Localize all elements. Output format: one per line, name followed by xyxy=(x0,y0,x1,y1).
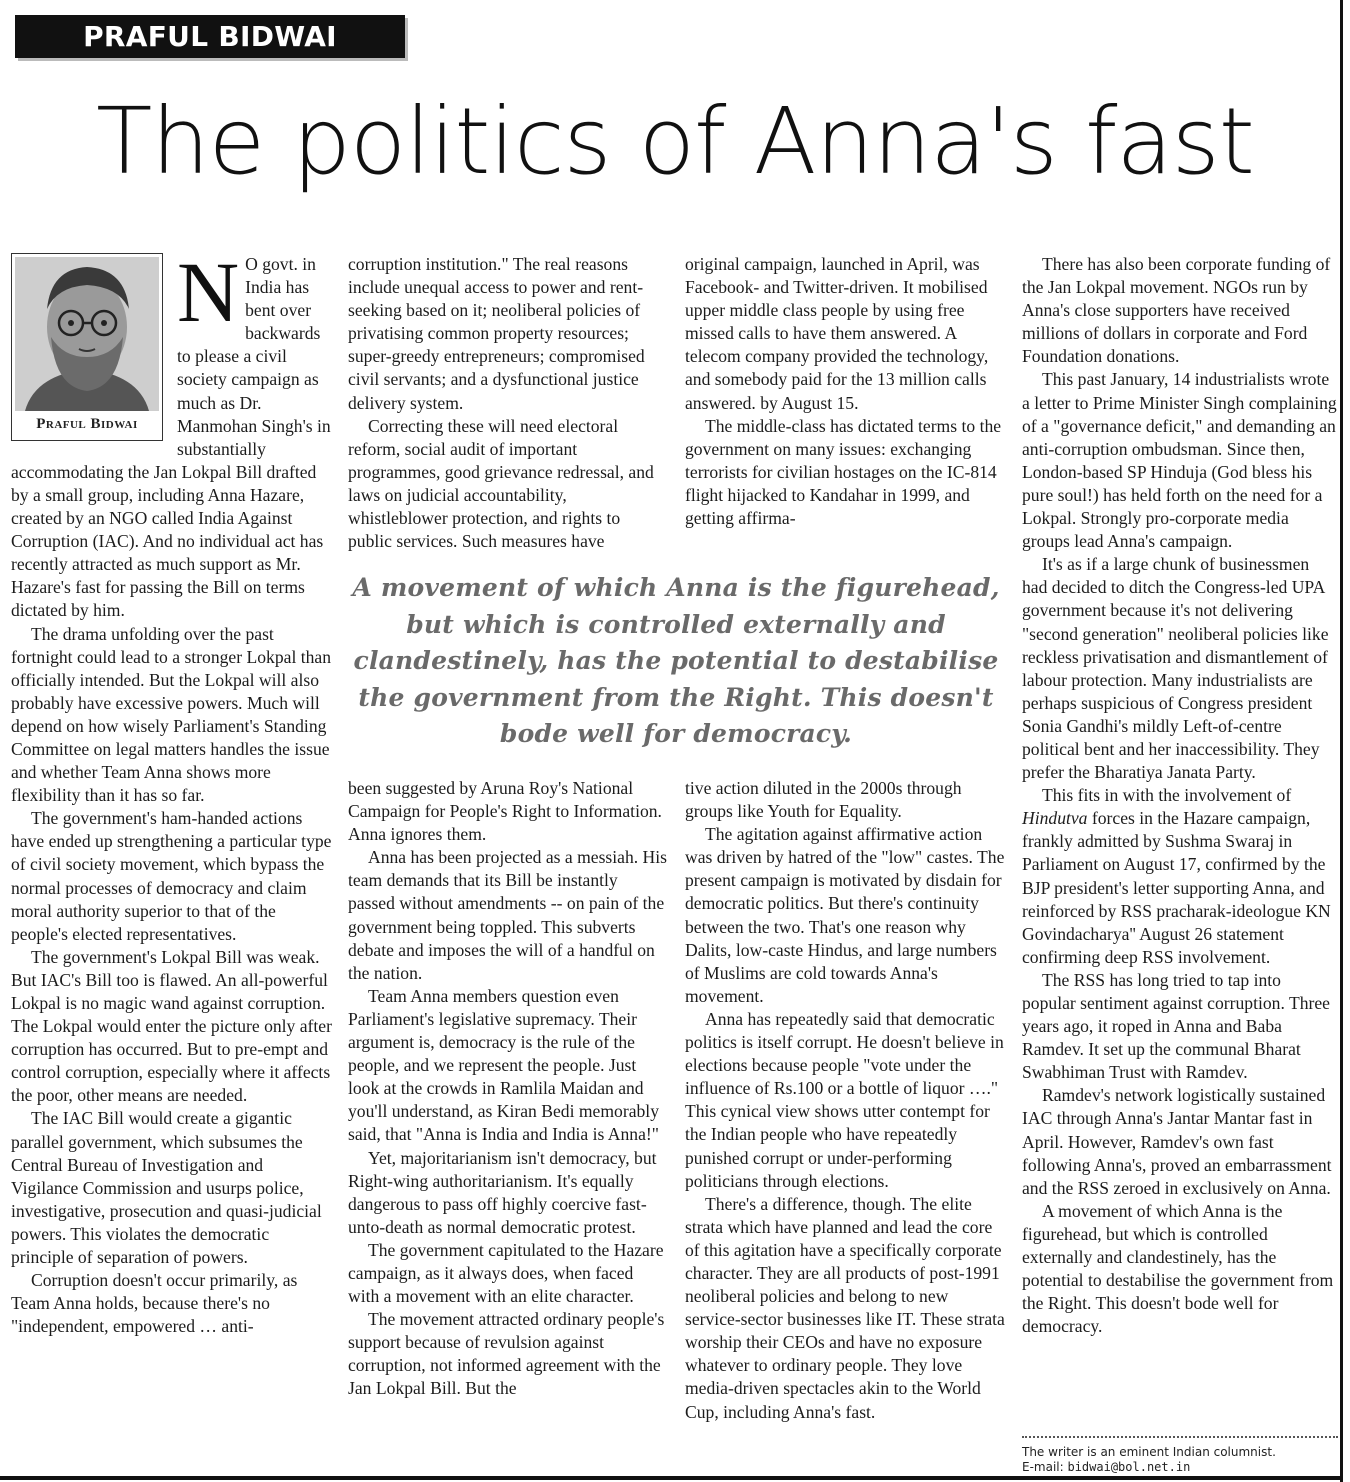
paragraph: The IAC Bill would create a gigantic parallel government, which subsumes the Central Bureau of Investigation and Vigilance Commission and usurps police, investigative, prosecution and quasi-judicial powers. This violates the democratic principle of separation of powers. xyxy=(11,1108,322,1268)
paragraph: tive action diluted in the 2000s through groups like Youth for Equality. xyxy=(685,778,962,822)
paragraph: The drama unfolding over the past fortnight could lead to a stronger Lokpal than officially intended. But the Lokpal will also probably have excessive powers. Much will depend on how wisely Parliament's Standing Committee on legal matters handles the issue and whether Team Anna shows more flexibility than it has so far. xyxy=(11,623,332,806)
article-column-3-top xyxy=(685,253,1005,530)
text-run: This fits in with the involvement of xyxy=(1042,785,1292,806)
paragraph: The movement attracted ordinary people's support because of revulsion against corruption, not informed agreement with the Jan Lokpal Bill. But the xyxy=(348,1309,665,1399)
paragraph: Anna has been projected as a messiah. His team demands that its Bill be instantly passed without amendments -- on pain of the government being toppled. This subverts debate and imposes the will of a handful on the nation. xyxy=(348,847,667,983)
text-run: forces in the Hazare campaign, frankly admitted by Sushma Swaraj in Parliament on August 17, confirmed by the BJP president's letter supporting Anna, and reinforced by RSS pracharak-ideologue KN Govindacharya'' August 26 statement confirming deep RSS involvement. xyxy=(1022,808,1331,967)
author-photo-box xyxy=(11,253,163,441)
paragraph: The government's Lokpal Bill was weak. But IAC's Bill too is flawed. An all-powerful Lokpal is no magic wand against corruption. The Lokpal would enter the picture only after corruption has occurred. But to pre-empt and control corruption, especially where it affects the poor, other means are needed. xyxy=(11,946,332,1106)
footer-divider xyxy=(1022,1436,1338,1438)
page-border-bottom xyxy=(0,1476,1343,1480)
paragraph: Anna has repeatedly said that democratic politics is itself corrupt. He doesn't believe in elections because people "vote under the influence of Rs.100 or a bottle of liquor …." This cynical view shows utter contempt for the Indian people who have repeatedly punished corrupt or under-performing politicians through elections. xyxy=(685,1008,1004,1191)
paragraph: It's as if a large chunk of businessmen had decided to ditch the Congress-led UPA government because it's not delivering "second generation" neoliberal policies like reckless privatisation and dismantlement of labour protection. Many industrialists are perhaps suspicious of Congress president Sonia Gandhi's mildly Left-of-centre political bent and her inaccessibility. They prefer the Bharatiya Janata Party. xyxy=(1022,554,1329,783)
paragraph: The agitation against affirmative action was driven by hatred of the "low" castes. The present campaign is motivated by disdain for democratic politics. But there's continuity between the two. That's one reason why Dalits, low-caste Hindus, and large numbers of Muslims are cold towards Anna's movement. xyxy=(685,824,1005,1006)
email-label: E-mail: xyxy=(1022,1460,1068,1474)
paragraph: This past January, 14 industrialists wrote a letter to Prime Minister Singh complaining of a "governance deficit," and demanding an anti-corruption ombudsman. Since then, London-based SP Hinduja (God bless his pure soul!) has held forth on the need for a Lokpal. Strongly pro-corporate media groups lead Anna's campaign. xyxy=(1022,369,1337,552)
paragraph: been suggested by Aruna Roy's National Campaign for People's Right to Information. Anna ignores them. xyxy=(348,778,662,845)
paragraph: A movement of which Anna is the figurehead, but which is controlled externally and clandestinely, has the potential to destabilise the government from the Right. This doesn't bode well for democracy. xyxy=(1022,1200,1334,1337)
paragraph: The government's ham-handed actions have ended up strengthening a particular type of civil society movement, which bypass the normal processes of democracy and claim moral authority superior to that of the people's elected representatives. xyxy=(11,808,332,944)
pull-quote: A movement of which Anna is the figurehead, but which is controlled externally and clandestinely, has the potential to destabilise the government from the Right. This doesn't bode well for democracy. xyxy=(352,573,1000,748)
article-column-3-bottom xyxy=(685,777,1005,1424)
author-bio: The writer is an eminent Indian columnist. xyxy=(1022,1445,1276,1459)
paragraph: The RSS has long tried to tap into popular sentiment against corruption. Three years ago, it roped in Anna and Baba Ramdev. It set up the communal Bharat Swabhiman Trust with Ramdev. xyxy=(1022,969,1330,1083)
paragraph: Team Anna members question even Parliament's legislative supremacy. Their argument is, democracy is the rule of the people, and we represent the people. Just look at the crowds in Ramlila Maidan and you'll understand, as Kiran Bedi memorably said, that "Anna is India and India is Anna!" xyxy=(348,985,659,1145)
author-photo xyxy=(15,257,159,411)
paragraph: original campaign, launched in April, was Facebook- and Twitter-driven. It mobilised upper middle class people by using free missed calls to have them answered. A telecom company provided the technology, and somebody paid for the 13 million calls answered. by August 15. xyxy=(685,254,989,413)
headline: The politics of Anna's fast xyxy=(96,88,1254,195)
paragraph: Ramdev's network logistically sustained IAC through Anna's Jantar Mantar fast in April. However, Ramdev's own fast following Anna's, proved an embarrassment and the RSS zeroed in exclusively on Anna. xyxy=(1022,1085,1332,1198)
paragraph: There's a difference, though. The elite strata which have planned and lead the core of this agitation have a specifically corporate character. They are all products of post-1991 neoliberal policies and belong to new service-sector businesses like IT. These strata worship their CEOs and have no exposure whatever to ordinary people. They love media-driven spectacles akin to the World Cup, including Anna's fast. xyxy=(685,1193,1005,1422)
author-photo-caption: Praful Bidwai xyxy=(36,416,138,432)
emphasis-hindutva: Hindutva xyxy=(1022,808,1088,829)
page-border-right xyxy=(1340,0,1343,1482)
article-column-1 xyxy=(11,244,333,1338)
article-column-4 xyxy=(1022,253,1338,1338)
author-email: bidwai@bol.net.in xyxy=(1067,1460,1191,1474)
drop-cap: N xyxy=(177,244,240,340)
paragraph: The middle-class has dictated terms to the government on many issues: exchanging terrorists for civilian hostages on the IC-814 flight hijacked to Kandahar in 1999, and getting affirma- xyxy=(685,415,1002,529)
article-column-2-top xyxy=(348,253,668,553)
paragraph: There has also been corporate funding of the Jan Lokpal movement. NGOs run by Anna's close supporters have received millions of dollars in corporate and Ford Foundation donations. xyxy=(1022,254,1331,367)
paragraph: Correcting these will need electoral reform, social audit of important programmes, good grievance redressal, and laws on judicial accountability, whistleblower protection, and rights to public services. Such measures have xyxy=(348,415,654,552)
article-column-2-bottom xyxy=(348,777,668,1401)
paragraph: corruption institution." The real reasons include unequal access to power and rent-seeking based on it; neoliberal policies of privatising common property resources; super-greedy entrepreneurs; compromised civil servants; and a dysfunctional justice delivery system. xyxy=(348,254,645,413)
column-label: PRAFUL BIDWAI COLUMN xyxy=(15,15,405,58)
paragraph xyxy=(1022,784,1338,969)
paragraph: O govt. in India has bent over backwards to please a civil society campaign as much as Dr. Manmohan Singh's in substantially accommodating the Jan Lokpal Bill drafted by a small group, including Anna Hazare, created by an NGO called India Against Corruption (IAC). And no individual act has recently attracted as much support as Mr. Hazare's fast for passing the Bill on terms dictated by him. xyxy=(11,254,331,621)
author-email-line xyxy=(1022,1460,1338,1475)
paragraph: The government capitulated to the Hazare campaign, as it always does, when faced with a movement with an elite character. xyxy=(348,1239,664,1307)
author-note xyxy=(1022,1445,1338,1475)
paragraph: Corruption doesn't occur primarily, as Team Anna holds, because there's no "independent, empowered … anti- xyxy=(11,1270,298,1337)
paragraph: Yet, majoritarianism isn't democracy, but Right-wing authoritarianism. It's equally dangerous to pass off highly coercive fast-unto-death as normal democratic protest. xyxy=(348,1147,657,1237)
